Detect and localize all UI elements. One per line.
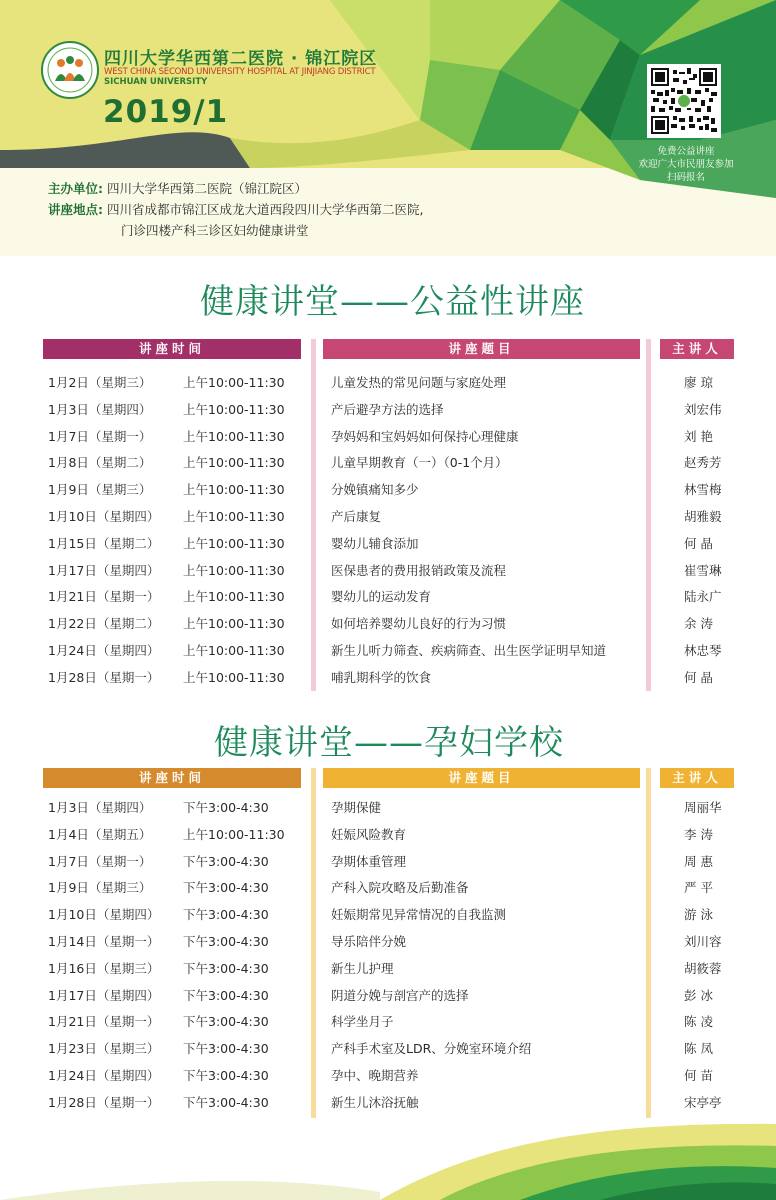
lecture-time: 下午3:00-4:30 [183,880,269,896]
lecture-time: 上午10:00-11:30 [183,535,285,551]
lecture-time: 上午10:00-11:30 [183,669,285,685]
lecture-date: 1月7日（星期一） [48,853,152,869]
column-header-topic: 讲座题目 [323,339,640,359]
lecture-topic: 产科手术室及LDR、分娩室环境介绍 [331,1041,532,1057]
organizer-value: 四川大学华西第二医院（锦江院区） [106,181,307,196]
lecture-date: 1月7日（星期一） [48,428,152,444]
lecture-date: 1月2日（星期三） [48,375,152,390]
qr-caption-line: 欢迎广大市民朋友参加 [638,159,734,170]
venue-line [48,199,423,220]
table-row [0,1093,776,1113]
table-row [0,373,776,393]
lecture-topic: 孕中、晚期营养 [331,1068,419,1083]
lecture-topic: 新生儿听力筛查、疾病筛查、出生医学证明早知道 [331,643,607,658]
lecture-date: 1月14日（星期一） [48,934,160,949]
column-header-topic: 讲座题目 [323,768,640,788]
lecture-topic: 分娩镇痛知多少 [331,482,419,498]
lecture-date: 1月15日（星期二） [48,535,160,551]
lecture-speaker: 严 平 [684,880,713,896]
section-title-public-lectures: 健康讲堂——公益性讲座 [200,282,585,322]
lecture-speaker: 胡雅毅 [684,509,722,524]
lecture-date: 1月24日（星期四） [48,1068,160,1083]
lecture-date: 1月10日（星期四） [48,509,160,524]
lecture-date: 1月9日（星期三） [48,482,152,498]
lecture-topic: 产科入院攻略及后勤准备 [331,880,469,896]
lecture-time: 上午10:00-11:30 [183,826,285,842]
venue-value: 四川省成都市锦江区成龙大道西段四川大学华西第二医院, [106,202,424,217]
lecture-date: 1月23日（星期三） [48,1041,160,1057]
table-row [0,798,776,818]
column-header-time: 讲座时间 [43,339,301,359]
venue-label: 讲座地点: [48,202,103,217]
lecture-topic: 孕妈妈和宝妈妈如何保持心理健康 [331,428,519,444]
lecture-time: 上午10:00-11:30 [183,589,285,605]
lecture-date: 1月21日（星期一） [48,589,160,605]
lecture-speaker: 刘宏伟 [684,401,722,417]
lecture-date: 1月8日（星期二） [48,455,152,471]
table-row [0,1066,776,1086]
table-row [0,587,776,607]
table-row [0,986,776,1006]
lecture-speaker: 刘川容 [684,934,722,949]
organizer-line [48,178,423,199]
lecture-topic: 产后康复 [331,509,382,524]
lecture-date: 1月28日（星期一） [48,1094,160,1110]
column-header-speaker: 主讲人 [660,339,734,359]
university-name-en: SICHUAN UNIVERSITY [104,77,208,87]
lecture-speaker: 何 晶 [684,669,713,685]
hospital-name-cn: 四川大学华西第二医院 · 锦江院区 [104,49,378,69]
table-row [0,852,776,872]
lecture-speaker: 李 涛 [684,826,713,842]
lecture-topic: 孕期体重管理 [331,853,407,869]
lecture-date: 1月17日（星期四） [48,987,160,1003]
table-row [0,878,776,898]
footer-swoosh [0,1112,776,1200]
lecture-topic: 如何培养婴幼儿良好的行为习惯 [331,616,507,632]
table-row [0,668,776,688]
lecture-speaker: 陈 凤 [684,1041,713,1057]
lecture-time: 上午10:00-11:30 [183,455,285,471]
table-row [0,453,776,473]
lecture-speaker: 彭 冰 [684,987,713,1003]
table-row [0,641,776,661]
lecture-date: 1月4日（星期五） [48,826,152,842]
lecture-topic: 婴幼儿辅食添加 [331,535,419,551]
table-row [0,905,776,925]
lecture-topic: 新生儿护理 [331,960,394,976]
lecture-speaker: 林忠琴 [684,643,722,658]
lecture-speaker: 何 苗 [684,1068,713,1083]
lecture-date: 1月3日（星期四） [48,401,152,417]
lecture-topic: 导乐陪伴分娩 [331,934,407,949]
column-header-time: 讲座时间 [43,768,301,788]
lecture-date: 1月16日（星期三） [48,960,160,976]
table-row [0,1039,776,1059]
table-row [0,614,776,634]
lecture-time: 上午10:00-11:30 [183,509,285,524]
lecture-topic: 阴道分娩与剖宫产的选择 [331,987,469,1003]
lecture-time: 下午3:00-4:30 [183,907,269,923]
lecture-time: 下午3:00-4:30 [183,800,269,815]
lecture-speaker: 何 晶 [684,535,713,551]
lecture-topic: 孕期保健 [331,800,382,815]
lecture-time: 下午3:00-4:30 [183,1041,269,1057]
qr-caption-line: 扫码报名 [666,172,705,183]
lecture-time: 下午3:00-4:30 [183,987,269,1003]
qr-code-icon[interactable] [647,64,721,138]
lecture-topic: 儿童早期教育（一）（0-1个月） [331,455,508,471]
table-row [0,825,776,845]
lecture-time: 上午10:00-11:30 [183,562,285,578]
lecture-speaker: 廖 琼 [684,375,713,390]
schedule-date: 2019/1 [103,94,229,130]
lecture-topic: 妊娠风险教育 [331,826,407,842]
lecture-date: 1月17日（星期四） [48,562,160,578]
lecture-time: 下午3:00-4:30 [183,853,269,869]
section-title-prenatal-school: 健康讲堂——孕妇学校 [214,723,564,763]
lecture-date: 1月24日（星期四） [48,643,160,658]
lecture-topic: 新生儿沐浴抚触 [331,1094,419,1110]
lecture-speaker: 刘 艳 [684,428,713,444]
lecture-speaker: 周丽华 [684,800,722,815]
lecture-date: 1月28日（星期一） [48,669,160,685]
lecture-speaker: 陈 凌 [684,1014,713,1030]
lecture-speaker: 林雪梅 [684,482,722,498]
hospital-name-en: WEST CHINA SECOND UNIVERSITY HOSPITAL AT JINJIANG DISTRICT [104,67,376,77]
table-row [0,561,776,581]
table-row [0,959,776,979]
qr-caption-line: 免费公益讲座 [657,146,715,157]
lecture-topic: 妊娠期常见异常情况的自我监测 [331,907,507,923]
lecture-time: 下午3:00-4:30 [183,1068,269,1083]
table-row [0,427,776,447]
lecture-date: 1月10日（星期四） [48,907,160,923]
lecture-speaker: 宋亭亭 [684,1094,722,1110]
lecture-time: 上午10:00-11:30 [183,643,285,658]
lecture-time: 上午10:00-11:30 [183,401,285,417]
lecture-speaker: 周 惠 [684,853,713,869]
lecture-topic: 科学坐月子 [331,1014,394,1030]
venue-line-2: 门诊四楼产科三诊区妇幼健康讲堂 [121,223,309,238]
table-row [0,480,776,500]
lecture-time: 上午10:00-11:30 [183,375,285,390]
lecture-speaker: 崔雪琳 [684,562,722,578]
column-header-speaker: 主讲人 [660,768,734,788]
lecture-time: 下午3:00-4:30 [183,1094,269,1110]
lecture-topic: 医保患者的费用报销政策及流程 [331,562,507,578]
lecture-topic: 儿童发热的常见问题与家庭处理 [331,375,507,390]
organizer-label: 主办单位: [48,181,103,196]
lecture-speaker: 游 泳 [684,907,713,923]
lecture-topic: 婴幼儿的运动发育 [331,589,432,605]
table-row [0,400,776,420]
lecture-time: 上午10:00-11:30 [183,428,285,444]
lecture-speaker: 陆永广 [684,589,722,605]
event-info [48,178,423,241]
header-banner [0,0,776,256]
hospital-logo-icon [41,41,99,99]
table-row [0,1012,776,1032]
table-row [0,507,776,527]
lecture-time: 上午10:00-11:30 [183,482,285,498]
qr-caption [616,145,756,184]
lecture-topic: 产后避孕方法的选择 [331,401,444,417]
lecture-speaker: 赵秀芳 [684,455,722,471]
lecture-date: 1月9日（星期三） [48,880,152,896]
lecture-speaker: 胡筱蓉 [684,960,722,976]
lecture-time: 下午3:00-4:30 [183,1014,269,1030]
table-row [0,932,776,952]
lecture-date: 1月22日（星期二） [48,616,160,632]
table-row [0,534,776,554]
lecture-speaker: 余 涛 [684,616,713,632]
lecture-date: 1月21日（星期一） [48,1014,160,1030]
lecture-time: 下午3:00-4:30 [183,960,269,976]
lecture-time: 下午3:00-4:30 [183,934,269,949]
lecture-time: 上午10:00-11:30 [183,616,285,632]
lecture-date: 1月3日（星期四） [48,800,152,815]
lecture-topic: 哺乳期科学的饮食 [331,669,432,685]
